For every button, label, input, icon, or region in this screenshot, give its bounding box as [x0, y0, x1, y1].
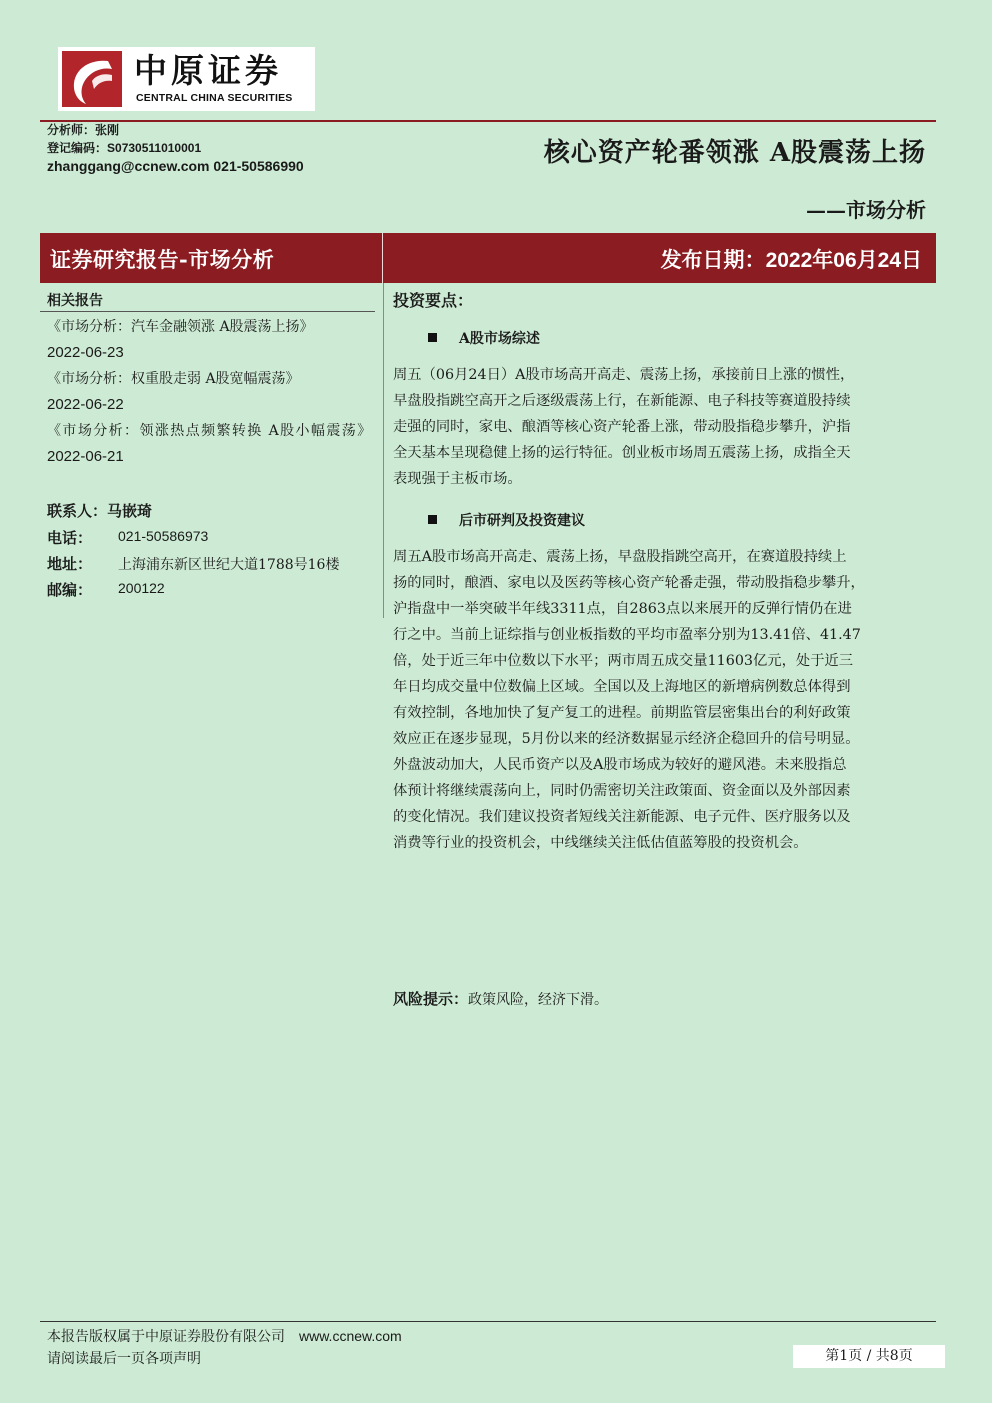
publish-date: [661, 244, 922, 274]
address-value: 上海浦东新区世纪大道1788号16楼: [118, 557, 340, 573]
banner-divider: [382, 233, 383, 283]
paragraph-line: 全天基本呈现稳健上扬的运行特征。创业板市场周五震荡上扬，成指全天: [393, 445, 851, 461]
paragraph-line: 的变化情况。我们建议投资者短线关注新能源、电子元件、医疗服务以及: [393, 809, 851, 825]
risk-label: 风险提示：: [393, 990, 469, 1008]
section-heading-outlook: [428, 510, 585, 530]
paragraph-line: 外盘波动加大，人民币资产以及A股市场成为较好的避风港。未来股指总: [393, 757, 847, 773]
paragraph-line: 年日均成交量中位数偏上区域。全国以及上海地区的新增病例数总体得到: [393, 679, 851, 695]
paragraph-line: 沪指盘中一举突破半年线3311点，自2863点以来展开的反弹行情仍在进: [393, 601, 852, 617]
related-reports-heading: 相关报告: [47, 293, 103, 309]
related-report-date: 2022-06-23: [47, 344, 124, 361]
paragraph-line: 行之中。当前上证综指与创业板指数的平均市盈率分别为13.41倍、41.47: [393, 627, 861, 643]
bullet-square-icon: [428, 333, 437, 342]
company-logo: [58, 47, 315, 111]
paragraph-line: 体预计将继续震荡向上，同时仍需密切关注政策面、资金面以及外部因素: [393, 783, 851, 799]
page-number: 第1页 / 共8页: [793, 1345, 945, 1368]
logo-english-text: CENTRAL CHINA SECURITIES: [136, 92, 293, 104]
address-label: 地址：: [47, 555, 93, 573]
paragraph-line: 有效控制，各地加快了复产复工的进程。前期监管层密集出台的利好政策: [393, 705, 851, 721]
registration-line: [47, 140, 201, 156]
registration-label: 登记编码：: [47, 141, 108, 155]
footer-copyright-line: [47, 1326, 402, 1346]
related-report-item[interactable]: [47, 314, 377, 366]
zip-value: 200122: [118, 580, 165, 596]
section-title: A股市场综述: [459, 331, 540, 347]
paragraph-line: 走强的同时，家电、酿酒等核心资产轮番上涨，带动股指稳步攀升，沪指: [393, 419, 851, 435]
paragraph-line: 扬的同时，酿酒、家电以及医药等核心资产轮番走强，带动股指稳步攀升，: [393, 575, 865, 591]
report-subtitle: ——市场分析: [806, 198, 926, 222]
analyst-contact: zhanggang@ccnew.com 021-50586990: [47, 158, 304, 174]
phone-value: 021-50586973: [118, 528, 209, 544]
footer-divider: [40, 1321, 936, 1322]
header-divider: [40, 120, 936, 122]
publish-date-label: 发布日期：: [660, 247, 766, 272]
publish-date-value: 2022年06月24日: [765, 249, 922, 272]
related-report-item[interactable]: [47, 418, 377, 470]
analyst-line: [47, 122, 119, 138]
copyright-text: 本报告版权属于中原证券股份有限公司: [47, 1329, 285, 1345]
website-link[interactable]: www.ccnew.com: [299, 1328, 402, 1344]
paragraph-line: 早盘股指跳空高开之后逐级震荡上行，在新能源、电子科技等赛道股持续: [393, 393, 851, 409]
related-report-title[interactable]: 《市场分析：汽车金融领涨 A股震荡上扬》: [47, 319, 314, 335]
footer-disclaimer: 请阅读最后一页各项声明: [47, 1351, 201, 1367]
report-banner: [40, 233, 936, 283]
logo-chinese-text: 中原证券: [134, 51, 282, 90]
outlook-paragraph: [393, 544, 926, 856]
related-report-title[interactable]: 《市场分析：权重股走弱 A股宽幅震荡》: [47, 371, 300, 387]
report-category: 证券研究报告-市场分析: [50, 247, 275, 272]
related-report-item[interactable]: [47, 366, 377, 418]
related-report-title[interactable]: 《市场分析：领涨热点频繁转换 A股小幅震荡》: [47, 423, 373, 439]
column-divider: [383, 283, 384, 618]
phone-label: 电话：: [47, 529, 93, 547]
analyst-name: 张刚: [95, 123, 120, 137]
investment-heading: 投资要点：: [393, 291, 474, 310]
related-reports-rule: [40, 311, 375, 312]
related-report-date: 2022-06-21: [47, 448, 124, 465]
analyst-label: 分析师：: [47, 123, 96, 137]
logo-emblem-icon: [62, 51, 122, 107]
section-title: 后市研判及投资建议: [459, 513, 585, 529]
market-review-paragraph: [393, 362, 926, 492]
registration-code: S0730511010001: [107, 141, 202, 155]
paragraph-line: 周五A股市场高开高走、震荡上扬，早盘股指跳空高开，在赛道股持续上: [393, 549, 847, 565]
bullet-square-icon: [428, 515, 437, 524]
paragraph-line: 倍，处于近三年中位数以下水平；两市周五成交量11603亿元，处于近三: [393, 653, 854, 669]
related-report-date: 2022-06-22: [47, 396, 124, 413]
paragraph-line: 周五（06月24日）A股市场高开高走、震荡上扬，承接前日上涨的惯性，: [393, 367, 855, 383]
paragraph-line: 效应正在逐步显现，5月份以来的经济数据显示经济企稳回升的信号明显。: [393, 731, 860, 747]
report-title: 核心资产轮番领涨 A股震荡上扬: [543, 138, 926, 168]
paragraph-line: 表现强于主板市场。: [393, 471, 522, 487]
zip-label: 邮编：: [47, 581, 93, 599]
section-heading-market-review: [428, 328, 540, 348]
paragraph-line: 消费等行业的投资机会，中线继续关注低估值蓝筹股的投资机会。: [393, 835, 808, 851]
risk-notice: [393, 988, 608, 1009]
risk-text: 政策风险，经济下滑。: [468, 992, 609, 1008]
contact-person: 联系人：马嵌琦: [47, 502, 153, 520]
